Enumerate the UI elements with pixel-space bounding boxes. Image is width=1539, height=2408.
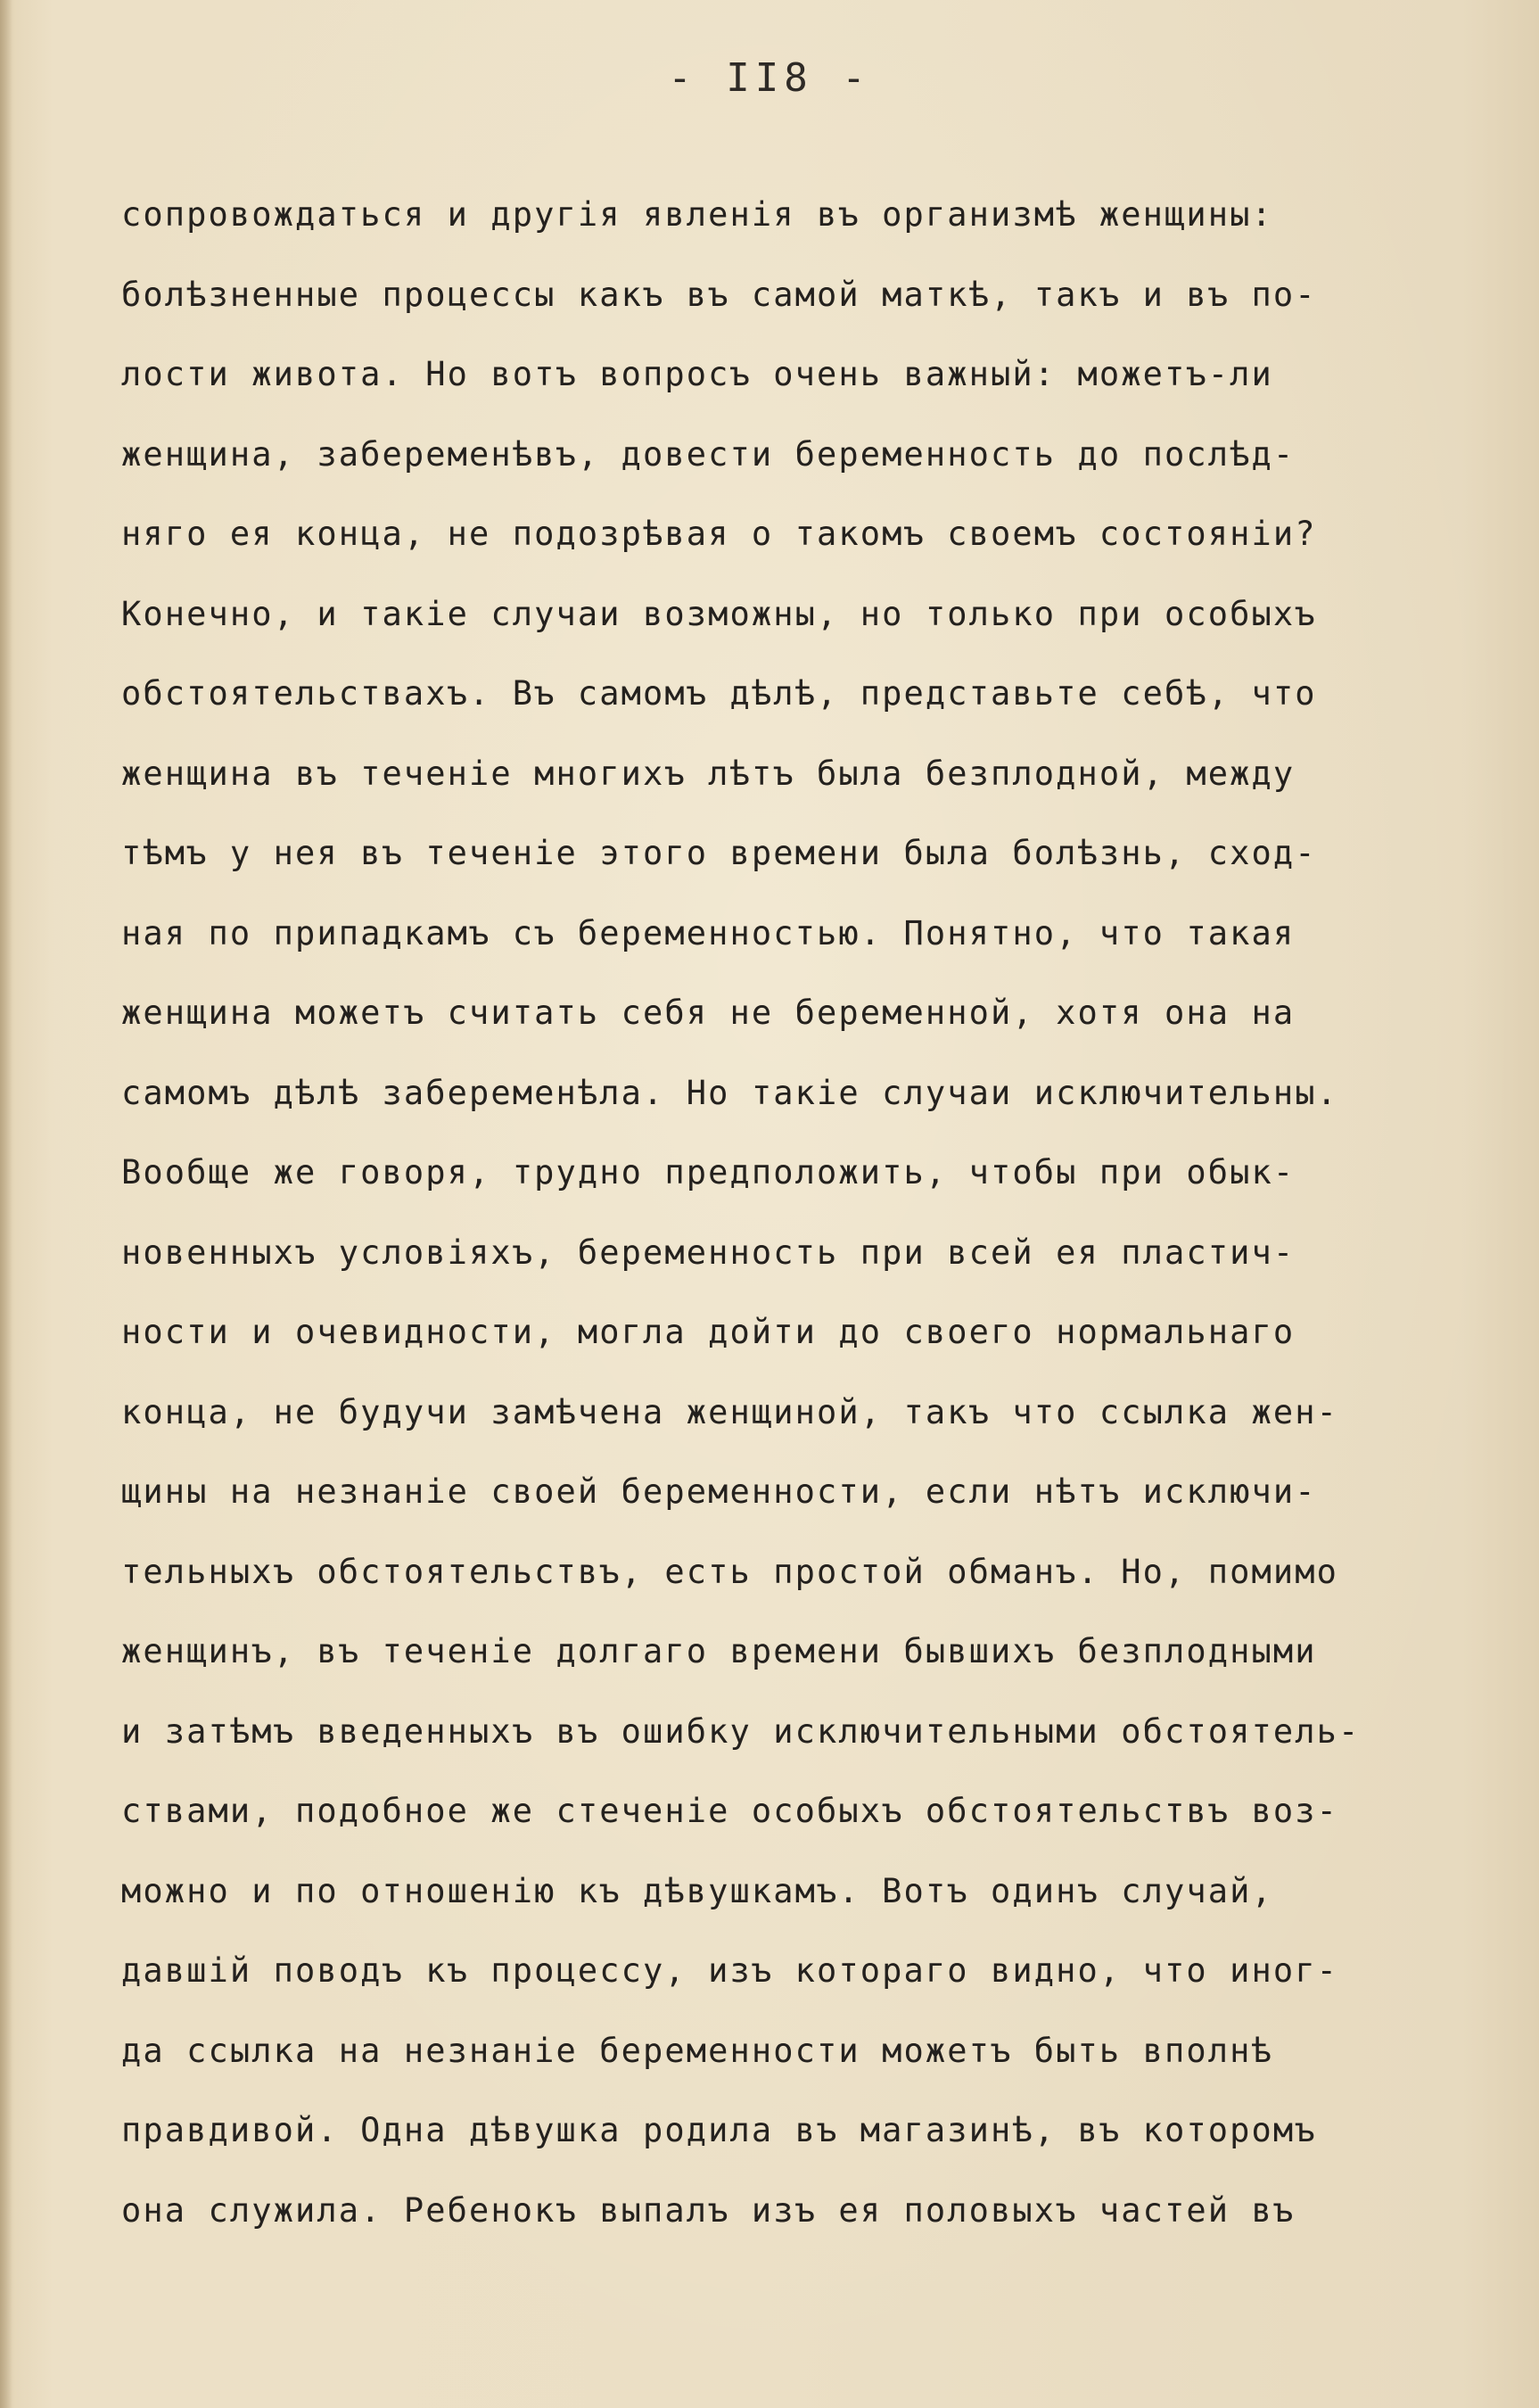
text-line-2: болѣзненные процессы какъ въ самой маткѣ, такъ и въ по-: [121, 275, 1317, 314]
text-line-9: тѣмъ у нея въ теченіе этого времени была болѣзнь, сход-: [121, 834, 1317, 872]
text-line-18: тельныхъ обстоятельствъ, есть простой обманъ. Но, помимо: [121, 1552, 1339, 1591]
text-line-16: конца, не будучи замѣчена женщиной, такъ что ссылка жен-: [121, 1392, 1339, 1431]
text-line-20: и затѣмъ введенныхъ въ ошибку исключительными обстоятель-: [121, 1711, 1361, 1751]
text-line-7: обстоятельствахъ. Въ самомъ дѣлѣ, представьте себѣ, что: [121, 674, 1317, 713]
text-line-8: женщина въ теченіе многихъ лѣтъ была безплодной, между: [121, 754, 1296, 793]
text-line-4: женщина, забеременѣвъ, довести беременность до послѣд-: [121, 434, 1296, 474]
text-line-6: Конечно, и такіе случаи возможны, но только при особыхъ: [121, 594, 1317, 633]
text-line-11: женщина можетъ считать себя не беременной, хотя она на: [121, 994, 1296, 1032]
body-text: [121, 189, 1512, 2264]
text-line-17: щины на незнаніе своей беременности, если нѣтъ исключи-: [121, 1472, 1317, 1511]
text-line-14: новенныхъ условіяхъ, беременность при всей ея пластич-: [121, 1233, 1296, 1272]
text-line-26: она служила. Ребенокъ выпалъ изъ ея половыхъ частей въ: [121, 2190, 1296, 2230]
text-line-21: ствами, подобное же стеченіе особыхъ обстоятельствъ воз-: [121, 1792, 1339, 1830]
text-line-13: Вообще же говоря, трудно предположить, чтобы при обык-: [121, 1153, 1296, 1192]
text-line-5: няго ея конца, не подозрѣвая о такомъ своемъ состояніи?: [121, 515, 1317, 553]
text-line-22: можно и по отношенію къ дѣвушкамъ. Вотъ одинъ случай,: [121, 1871, 1273, 1910]
text-line-10: ная по припадкамъ съ беременностью. Понятно, что такая: [121, 913, 1296, 952]
text-line-1: сопровождаться и другія явленія въ организмѣ женщины:: [121, 195, 1273, 234]
text-line-24: да ссылка на незнаніе беременности можетъ быть вполнѣ: [121, 2031, 1273, 2070]
text-line-19: женщинъ, въ теченіе долгаго времени бывшихъ безплодными: [121, 1632, 1317, 1670]
page-number: - II8 -: [668, 55, 871, 101]
text-line-23: давшій поводъ къ процессу, изъ котораго видно, что иног-: [121, 1951, 1339, 1990]
text-line-15: ности и очевидности, могла дойти до своего нормальнаго: [121, 1313, 1296, 1351]
text-line-12: самомъ дѣлѣ забеременѣла. Но такіе случаи исключительны.: [121, 1073, 1339, 1112]
text-line-3: лости живота. Но вотъ вопросъ очень важный: можетъ-ли: [121, 355, 1273, 393]
text-line-25: правдивой. Одна дѣвушка родила въ магазинѣ, въ которомъ: [121, 2111, 1317, 2149]
page-edge-shadow: [0, 0, 12, 2408]
